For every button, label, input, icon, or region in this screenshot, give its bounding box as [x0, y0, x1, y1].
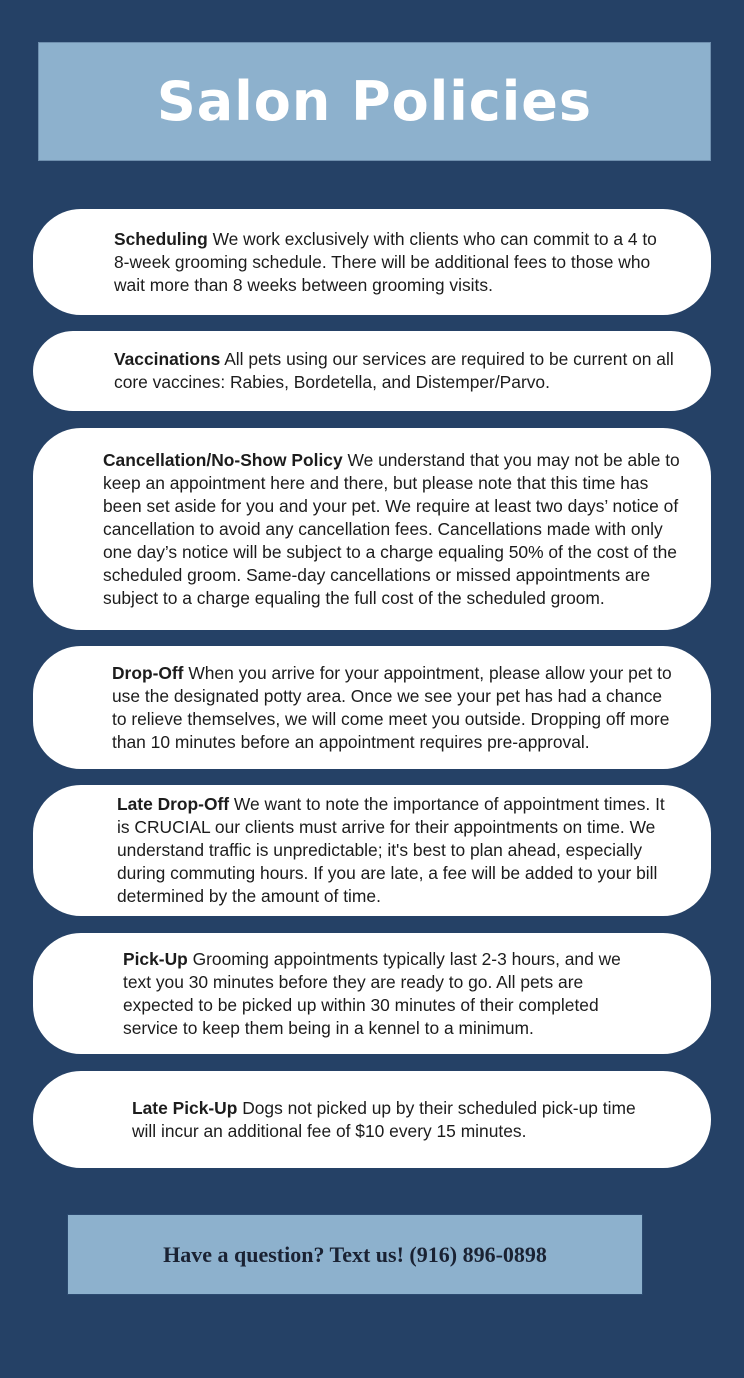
policy-body: All pets using our services are required to be current on all core vaccines: Rabies, Bordetella, and Distemper/Parvo. — [114, 349, 674, 392]
policy-heading: Pick-Up — [123, 948, 188, 969]
policy-body: We work exclusively with clients who can commit to a 4 to 8-week grooming schedule. There will be additional fees to those who wait more than 8 weeks between grooming visits. — [114, 228, 657, 295]
policy-body: Dogs not picked up by their scheduled pick-up time will incur an additional fee of $10 every 15 minutes. — [132, 1097, 636, 1141]
policy-heading: Scheduling — [114, 228, 208, 249]
policy-heading: Late Drop-Off — [117, 794, 230, 814]
policy-heading: Vaccinations — [114, 349, 221, 369]
policy-body: We want to note the importance of appointment times. It is CRUCIAL our clients must arrive for their appointments on time. We understand traffic is unpredictable; it's best to plan ahead, especially during commuting hours. If you are late, a fee will be added to your bill determined by the amount of time. — [117, 794, 665, 906]
policy-text — [103, 449, 685, 610]
policy-body: When you arrive for your appointment, please allow your pet to use the designated potty area. Once we see your pet has had a chance to relieve themselves, we will come meet you outside. Dropping off more than 10 minutes before an appointment requires pre-approval. — [112, 662, 672, 752]
policy-vaccinations — [33, 331, 711, 411]
policy-text — [114, 348, 681, 394]
policy-heading: Cancellation/No-Show Policy — [103, 449, 343, 470]
contact-text: Have a question? Text us! (916) 896-0898 — [163, 1241, 547, 1267]
policy-cancellation — [33, 428, 711, 630]
policy-text — [112, 662, 677, 754]
policy-heading: Late Pick-Up — [132, 1097, 238, 1118]
policy-scheduling — [33, 209, 711, 315]
policy-body: Grooming appointments typically last 2-3 hours, and we text you 30 minutes before they are ready to go. All pets are expected to be picked up within 30 minutes of their completed service to keep them being in a kennel to a minimum. — [123, 948, 621, 1038]
policy-body: We understand that you may not be able to keep an appointment here and there, but please note that this time has been set aside for you and your pet. We require at least two days’ notice of cancellation to avoid any cancellation fees. Cancellations made with only one day’s notice will be subject to a charge equaling 50% of the cost of the scheduled groom. Same-day cancellations or missed appointments are subject to a charge equaling the full cost of the scheduled groom. — [103, 449, 680, 608]
policy-pick-up — [33, 933, 711, 1054]
page-title: Salon Policies — [156, 69, 593, 133]
policy-text — [117, 793, 675, 908]
policy-text — [132, 1097, 651, 1143]
policy-drop-off — [33, 646, 711, 769]
policy-late-drop-off — [33, 785, 711, 916]
contact-banner — [67, 1214, 643, 1295]
policy-heading: Drop-Off — [112, 662, 184, 683]
policy-text — [114, 228, 661, 297]
policy-late-pick-up — [33, 1071, 711, 1168]
policy-text — [123, 948, 627, 1040]
title-banner — [38, 42, 711, 161]
